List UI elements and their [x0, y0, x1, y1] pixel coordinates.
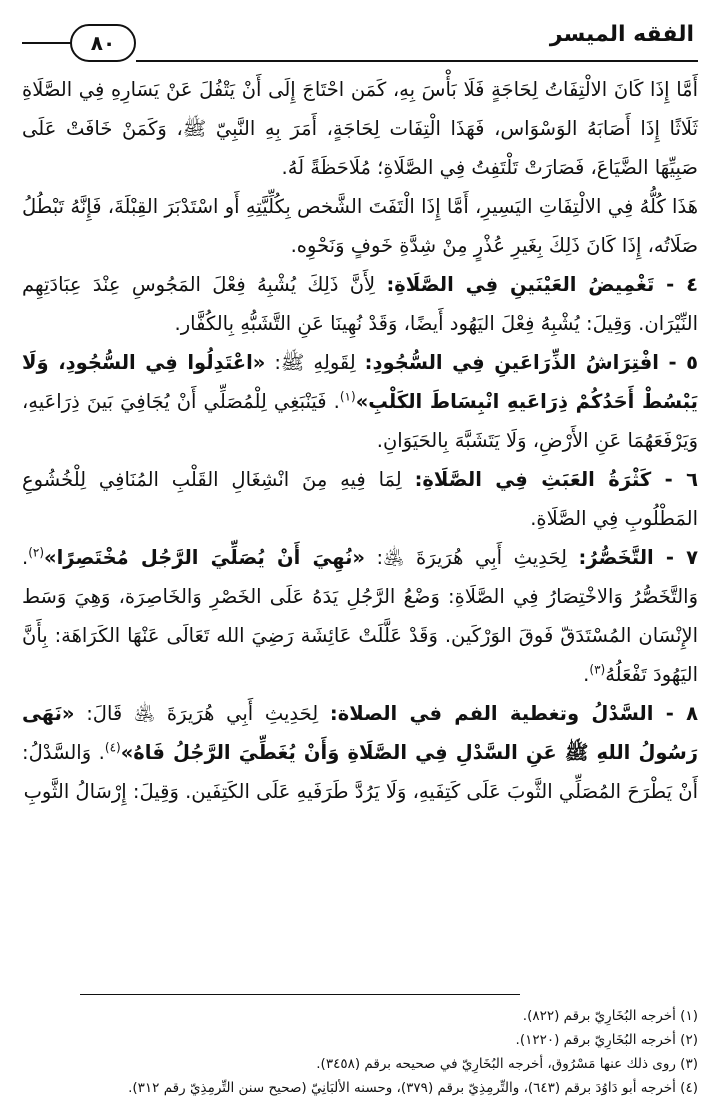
paragraph — [22, 460, 698, 538]
footnote-reference: (٤) — [104, 740, 121, 755]
section-heading: ٤ - تَغْمِيضُ العَيْنَينِ فِي الصَّلَاةِ: — [386, 273, 698, 296]
text-run: لِحَدِيثِ أَبِي هُرَيرَةَ ﵁ قَالَ: — [74, 702, 330, 725]
paragraph — [22, 343, 698, 460]
paragraph — [22, 538, 698, 694]
text-run: لِقَولِهِ ﷺ: — [265, 351, 365, 374]
section-heading: ٨ - السَّدْلُ وتغطية الفم في الصلاة: — [329, 702, 698, 725]
footnote-reference: (١) — [339, 389, 356, 404]
section-heading: ٥ - افْتِرَاشُ الذِّرَاعَينِ فِي السُّجُودِ: — [364, 351, 698, 374]
text-run: أَمَّا إِذَا كَانَ الالْتِفَاتُ لِحَاجَةٍ فَلَا بَأْسَ بِهِ، كَمَن احْتَاجَ إِلَى أَنْ يَتْفُلَ عَنْ يَسَارِهِ فِي الصَّلَاةِ ثَلَاثًا إِذَا أَصَابَهُ الوَسْوَاس، فَهَذَا الْتِفَات لِحَاجَةٍ، أَمَرَ بِهِ النَّبِيّ ﷺ، وَكَمَنْ خَافَتْ عَلَى صَبِيِّهَا الضَّيَاعَ، فَصَارَتْ تَلْتَفِتُ فِي الصَّلَاةِ؛ مُلَاحَظَةً لَهُ. — [22, 78, 698, 179]
hadith-quote: «نُهِيَ أَنْ يُصَلِّيَ الرَّجُل مُخْتَصِرًا» — [44, 546, 365, 569]
text-run: . فَيَنْبَغِي لِلْمُصَلِّي أَنْ يُجَافِيَ بَينَ ذِرَاعَيهِ، وَيَرْفَعَهُمَا عَنِ الأَرْضِ، وَلَا يَتَشَبَّهَ بِالحَيَوَانِ. — [22, 390, 698, 452]
paragraph — [22, 70, 698, 187]
text-run: لِأَنَّ ذَلِكَ يُشْبِهُ فِعْلَ المَجُوسِ عِنْدَ عِبَادَتِهِم النِّيْرَان. وَقِيلَ: يُشْبِهُ فِعْلَ اليَهُود أَيضًا، وَقَدْ نُهِينَا عَنِ التَّشَبُّهِ بِالكُفَّار. — [22, 273, 698, 335]
paragraph — [22, 694, 698, 811]
footnote-reference: (٢) — [28, 545, 45, 560]
text-run: لِمَا فِيهِ مِنَ انْشِغَالِ القَلْبِ المُنَافِي لِلْخُشُوعِ المَطْلُوبِ فِي الصَّلَاةِ. — [22, 468, 698, 530]
paragraph — [22, 265, 698, 343]
text-run: . وَالسَّدْلُ: أَنْ يَطْرَحَ المُصَلِّي الثَّوبَ عَلَى كَتِفَيهِ، وَلَا يَرُدَّ طَرَفَيهِ عَلَى الكَتِفَين. وَقِيلَ: إِرْسَالُ الثَّوبِ — [22, 741, 698, 803]
section-heading: ٧ - التَّخَصُّرُ: — [578, 546, 698, 569]
footnote-3: (٣) روى ذلك عنها مَسْرُوق، أخرجه البُخَارِيّ في صحيحه برقم (٣٤٥٨). — [316, 1056, 698, 1072]
page-number: ٨٠ — [70, 24, 136, 62]
hadith-quote: «اعْتَدِلُوا فِي السُّجُودِ، وَلَا يَبْسُطْ أَحَدُكُمْ ذِرَاعَيهِ انْبِسَاطَ الكَلْبِ» — [22, 351, 698, 413]
text-run: . وَالتَّخَصُّرُ وَالاخْتِصَارُ فِي الصَّلَاةِ: وَضْعُ الرَّجُلِ يَدَهُ عَلَى الخَصْرِ وَالخَاصِرَة، وَهِيَ وَسَط الإِنْسَان المُسْتَدَقّ فَوقَ الوَرْكَين. وَقَدْ عَلَّلَتْ عَائِشَة رَضِيَ الله تَعَالَى عَنْهَا الكَرَاهَة: بِأَنَّ اليَهُودَ تَفْعَلُهُ — [22, 546, 698, 686]
section-heading: ٦ - كَثْرَةُ العَبَثِ فِي الصَّلَاةِ: — [414, 468, 699, 491]
footnote-4: (٤) أخرجه أبو دَاوُدَ برقم (٦٤٣)، والتِّرمِذِيّ برقم (٣٧٩)، وحسنه الألبَانِيّ (صحيح سنن التِّرمِذِيّ رقم ٣١٢). — [128, 1080, 698, 1096]
paragraph — [22, 187, 698, 265]
footnote-reference: (٣) — [589, 662, 606, 677]
body-text — [22, 70, 698, 811]
footnotes — [22, 1004, 698, 1100]
hadith-quote: «نَهَى رَسُولُ اللهِ ﷺ عَنِ السَّدْلِ فِي الصَّلَاةِ وَأَنْ يُغَطِّيَ الرَّجُلُ فَاهُ» — [22, 702, 698, 764]
header-rule — [136, 60, 698, 62]
text-run: لِحَدِيثِ أَبِي هُرَيرَةَ ﵁: — [364, 546, 579, 569]
footnote-2: (٢) أخرجه البُخَارِيّ برقم (١٢٢٠). — [515, 1032, 698, 1048]
footnote-1: (١) أخرجه البُخَارِيّ برقم (٨٢٢). — [522, 1008, 698, 1024]
header-rule-left — [22, 42, 72, 44]
page-header — [22, 14, 698, 70]
book-title: الفقه الميسر — [549, 22, 694, 47]
text-run: هَذَا كُلُّهُ فِي الالْتِفَاتِ اليَسِيرِ، أَمَّا إِذَا الْتَفَتَ الشَّخص بِكُلِّيَّتِهِ أَو اسْتَدْبَرَ القِبْلَةَ، فَإِنَّهُ تَبْطُلُ صَلَاتُه، إِذَا كَانَ ذَلِكَ بِغَيرِ عُذْرٍ مِنْ شِدَّةِ خَوفٍ وَنَحْوِه. — [22, 195, 698, 257]
footnote-rule — [80, 994, 520, 995]
text-run: . — [583, 663, 590, 686]
